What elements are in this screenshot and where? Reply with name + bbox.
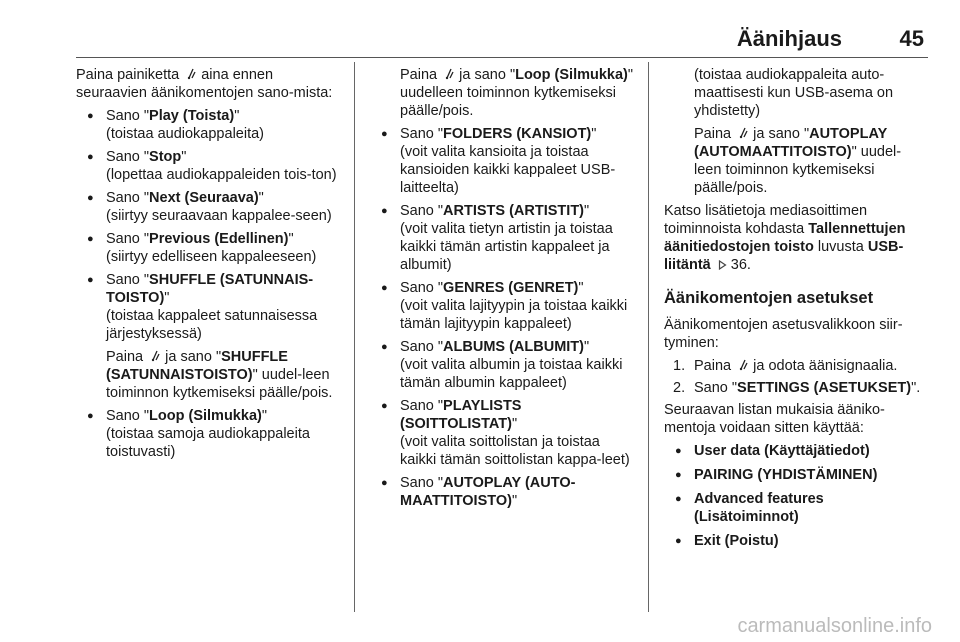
page-ref-arrow-icon <box>718 260 727 270</box>
list-item-desc: (voit valita albumin ja toistaa kaikki tämän albumin kappaleet) <box>400 357 623 391</box>
header-rule <box>76 57 928 58</box>
column-3 <box>664 66 928 550</box>
list-item: ● Exit (Poistu) <box>664 532 928 550</box>
voice-command-icon <box>445 67 455 80</box>
list-item: ● PAIRING (YHDISTÄMINEN) <box>664 466 928 484</box>
list-item: ● Sano "Stop" <box>76 148 346 166</box>
list-item: ● Sano "AUTOPLAY (AUTO-MAATTITOISTO)" <box>370 474 638 510</box>
intro-paragraph: Paina ja sano "Loop (Silmukka)" uudelleen toiminnon kytkemiseksi päälle/pois. <box>400 67 634 119</box>
voice-command-icon <box>739 126 749 139</box>
list-item: ● Sano "FOLDERS (KANSIOT)" <box>370 125 638 143</box>
watermark: carmanualsonline.info <box>737 615 932 637</box>
list-item: ● Sano "Previous (Edellinen)" <box>76 230 346 248</box>
info-paragraph: Katso lisätietoja mediasoittimen toiminnoista kohdasta Tallennettujen äänitiedostojen toisto luvusta USB-liitäntä 36. <box>664 203 906 273</box>
list-item-desc: (siirtyy seuraavaan kappalee-seen) <box>106 208 332 224</box>
list-item: ● Sano "PLAYLISTS (SOITTOLISTAT)" <box>370 397 638 433</box>
page-title: Äänihjaus <box>736 26 842 51</box>
list-item-desc: (lopettaa audiokappaleiden tois-ton) <box>106 167 337 183</box>
voice-command-icon <box>739 358 749 371</box>
voice-command-icon <box>151 349 161 362</box>
list-item: ● Sano "ARTISTS (ARTISTIT)" <box>370 202 638 220</box>
list-item: ● Sano "SHUFFLE (SATUNNAIS-TOISTO)" <box>76 271 346 307</box>
list-item: ● Sano "Play (Toista)" <box>76 107 346 125</box>
list-item-desc: Paina ja sano "SHUFFLE (SATUNNAISTOISTO)" uudel-leen toiminnon kytkemiseksi päälle/pois. <box>106 349 333 401</box>
list-item: ● Sano "Loop (Silmukka)" <box>76 407 346 425</box>
list-item: ● Sano "ALBUMS (ALBUMIT)" <box>370 338 638 356</box>
column-divider-1 <box>354 62 355 612</box>
list-item: ● Sano "Next (Seuraava)" <box>76 189 346 207</box>
list-item-desc: (toistaa audiokappaleita) <box>106 126 264 142</box>
list-item-desc: (voit valita soittolistan ja toistaa kaikki tämän soittolistan kappa-leet) <box>400 434 630 468</box>
voice-command-icon <box>187 67 197 80</box>
list-intro: Seuraavan listan mukaisia ääniko-mentoja voidaan sitten käyttää: <box>664 402 885 436</box>
list-item: ● Advanced features (Lisätoiminnot) <box>664 490 928 526</box>
step-item: 2. Sano "SETTINGS (ASETUKSET)". <box>673 380 921 396</box>
column-2 <box>370 66 638 510</box>
page-number: 45 <box>899 26 924 51</box>
settings-intro: Äänikomentojen asetusvalikkoon siir-tyminen: <box>664 317 903 351</box>
list-item-desc: (voit valita tietyn artistin ja toistaa kaikki tämän artistin kappaleet ja albumit) <box>400 221 613 273</box>
intro-paragraph: Paina painiketta aina ennen seuraavien äänikomentojen sano-mista: <box>76 67 333 101</box>
list-item: ● User data (Käyttäjätiedot) <box>664 442 928 460</box>
list-item-desc: (toistaa kappaleet satunnaisessa järjestyksessä) <box>106 308 318 342</box>
step-item: 1. Paina ja odota äänisignaalia. <box>673 358 898 374</box>
list-item-desc: (toistaa audiokappaleita auto-maattisesti kun USB-asema on yhdistetty) <box>694 67 894 119</box>
list-item-desc: (voit valita kansioita ja toistaa kansioiden kaikki kappaleet USB-laitteelta) <box>400 144 616 196</box>
column-1 <box>76 66 346 466</box>
column-divider-2 <box>648 62 649 612</box>
list-item: ● Sano "GENRES (GENRET)" <box>370 279 638 297</box>
list-item-desc: (siirtyy edelliseen kappaleeseen) <box>106 249 317 265</box>
list-item-desc: Paina ja sano "AUTOPLAY (AUTOMAATTITOISTO)" uudel-leen toiminnon kytkemiseksi päälle/pois. <box>694 126 902 196</box>
list-item-desc: (voit valita lajityypin ja toistaa kaikki tämän lajityypin kappaleet) <box>400 298 628 332</box>
list-item-desc: (toistaa samoja audiokappaleita toistuvasti) <box>106 426 310 460</box>
section-heading: Äänikomentojen asetukset <box>664 289 874 307</box>
